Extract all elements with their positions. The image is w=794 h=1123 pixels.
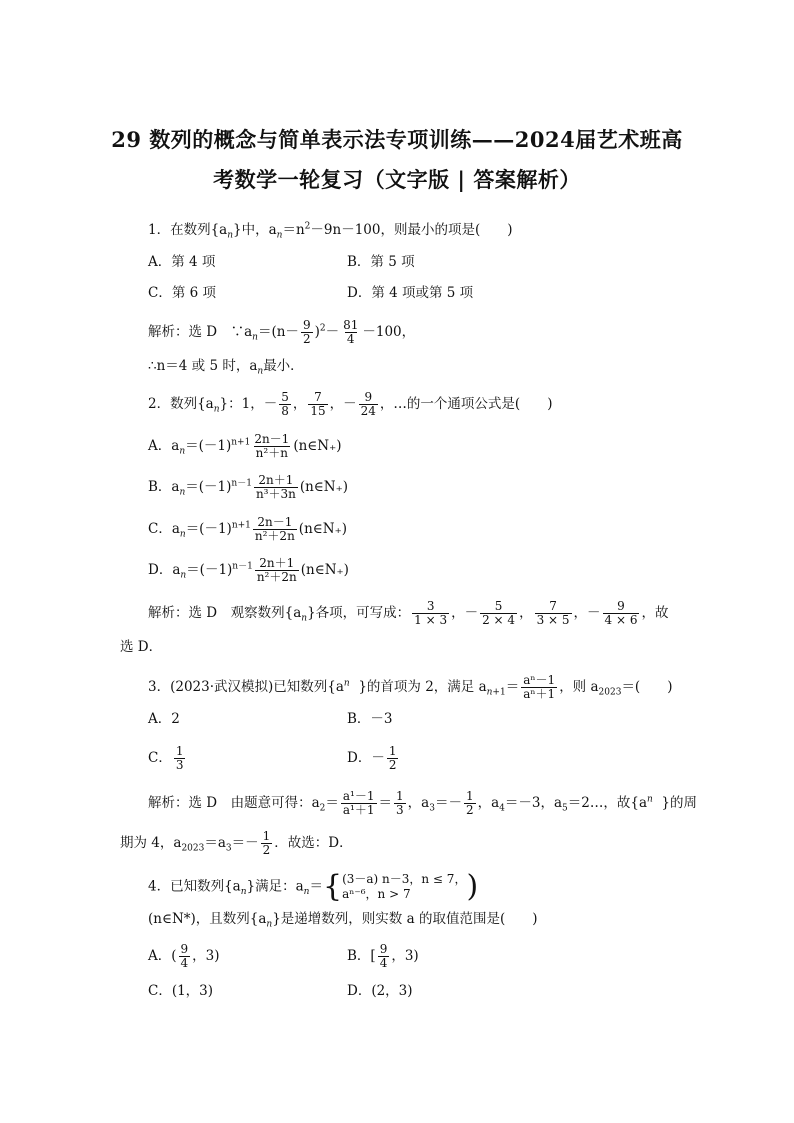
q2-option-c-fraction: $\frac{2n-1}{\text{n²＋2n}}$	[254, 515, 295, 543]
q3-analysis-text-3: ＝	[378, 795, 393, 811]
q3-conclusion-text-4: ．故选：D．	[274, 835, 353, 851]
q2-analysis-conclusion: 选 D．	[120, 639, 163, 655]
q3-analysis-text-4: ，a	[407, 795, 430, 811]
q2-option-b-domain: (n∈N₊)	[299, 479, 349, 495]
q2-option-d-eq: ＝(－1)	[186, 562, 233, 578]
q4-option-a[interactable]	[148, 943, 220, 970]
q2-analysis-fraction-3: $\frac{7}{3 \times 5}$	[536, 599, 570, 627]
q4-stem-text: 4．已知数列{a	[148, 878, 241, 895]
q3-analysis: 解析：选 D 由题意可得：$a_2=$ $\frac{\text{a¹－1}}{\text{a¹＋1}}$ ＝ $\frac{1}{3}$ ，$a_3=-$ $\frac{1}{2}$ ，$a_4=-3$，$a_5=2\dots$，故{$a^n$ }的周	[148, 789, 697, 817]
q2-analysis: 解析：选 D 观察数列$\{a_n\}$各项，可写成： $\frac{3}{1 \times 3}$ ，－ $\frac{5}{2 \times 4}$ ， $\frac{7}{3 \times 5}$ ，－ $\frac{9}{4 \times 6}$ ，故	[148, 599, 669, 627]
q3-conclusion-fraction: $\frac{1}{2}$	[262, 829, 271, 857]
q2-stem-text-3: ，…的一个通项公式是( )	[379, 396, 553, 412]
q2-analysis-fraction-2: $\frac{5}{2 \times 4}$	[482, 599, 516, 627]
q2-option-c-eq: ＝(－1)	[185, 521, 232, 537]
q1-option-a[interactable]: A．第 4 项	[148, 254, 216, 270]
q1-stem-text: 1．在数列{a	[148, 222, 228, 238]
q4-option-b[interactable]	[347, 943, 419, 970]
q3-option-d-label: D．－	[347, 750, 385, 766]
q2-option-a-eq: ＝(－1)	[185, 438, 232, 454]
q3-recurrence-fraction: $\frac{\text{aⁿ－1}}{\text{aⁿ＋1}}$	[523, 673, 556, 701]
q4-option-b-fraction: $\frac{9}{4}$	[379, 942, 388, 970]
q2-option-c-power: n+1	[231, 520, 251, 531]
q4-piece-1: (3－a) n－3，n ≤ 7，	[342, 872, 467, 886]
q1-analysis: 解析：选 D $\because a_n=(n-$ $\frac{9}{2}$ )$^2$－ $\frac{81}{4}$ －100，	[148, 318, 416, 346]
q3-analysis-text: 解析：选 D 由题意可得：a	[148, 795, 320, 811]
q3-conclusion-text-3: ＝－	[231, 835, 259, 851]
q3-stem-text-5: ＝( )	[621, 679, 673, 695]
q2-option-a-domain: (n∈N₊)	[293, 438, 342, 454]
q2-option-a-label: A．a	[148, 438, 180, 454]
left-brace-icon: {	[322, 869, 343, 904]
q4-option-a-fraction: $\frac{9}{4}$	[180, 942, 189, 970]
q2-option-d-fraction: $\frac{2n+1}{\text{n²＋2n}}$	[256, 556, 297, 584]
q3-conclusion-text: 期为 4，a	[120, 835, 182, 851]
q2-term-fraction-2: $\frac{7}{15}$	[310, 390, 326, 418]
document-title-line-2: 考数学一轮复习（文字版 | 答案解析）	[213, 167, 581, 192]
q3-analysis-text-9: }的周	[661, 795, 697, 811]
q1-stem-text-2: }中，a	[233, 222, 277, 238]
q4-option-d[interactable]: D．(2，3)	[347, 983, 413, 999]
q2-option-a-fraction: $\frac{2n-1}{\text{n²＋n}}$	[254, 432, 290, 460]
q3-stem-text-3: ＝	[505, 679, 520, 695]
q4-option-a-label: A．(	[148, 948, 177, 964]
q3-option-c-label: C．	[148, 750, 172, 766]
q2-term-fraction-1: $\frac{5}{8}$	[281, 390, 289, 418]
q4-option-b-end: ，3)	[391, 948, 419, 964]
q3-option-c-fraction: $\frac{1}{3}$	[175, 744, 184, 772]
q1-fraction-9-2: $\frac{9}{2}$	[302, 318, 311, 346]
q1-analysis-text: 解析：选 D ∵a	[148, 324, 253, 340]
q1-analysis-text-2: ＝(n－	[257, 324, 299, 340]
q2-option-a-power: n+1	[231, 437, 251, 448]
q2-analysis-text-3: ，故	[641, 605, 669, 621]
q2-option-c-label: C．a	[148, 521, 180, 537]
q4-stem-line-2: (n∈N*)，且数列$\{a_n\}$是递增数列，则实数 a 的取值范围是( )	[148, 911, 538, 930]
q2-option-b-fraction: $\frac{2n+1}{\text{n³＋3n}}$	[255, 473, 296, 501]
q2-option-b-label: B．a	[148, 479, 180, 495]
q3-analysis-fraction-2: $\frac{1}{3}$	[396, 789, 404, 817]
q3-analysis-text-5: ＝－	[434, 795, 462, 811]
q3-analysis-text-8: ＝2…，故{a	[567, 795, 647, 811]
q2-option-c-domain: (n∈N₊)	[298, 521, 347, 537]
q1-stem-text-3: ＝n	[282, 222, 305, 238]
q2-term-fraction-3: $\frac{9}{24}$	[360, 390, 376, 418]
q2-option-d-domain: (n∈N₊)	[300, 562, 349, 578]
q2-analysis-fraction-4: $\frac{9}{4 \times 6}$	[604, 599, 638, 627]
q4-option-c[interactable]: C．(1，3)	[148, 983, 214, 999]
q4-line2-text: (n∈N*)，且数列{a	[148, 911, 267, 927]
q3-stem: 3．(2023·武汉模拟)已知数列{$a^n$ }的首项为 2，满足 $a_{n+1}=$ $\frac{\text{aⁿ－1}}{\text{aⁿ＋1}}$ ，则 $a_{2023}=$( )	[148, 673, 673, 701]
q2-option-d-label: D．a	[148, 562, 181, 578]
q4-piece-2: aⁿ⁻⁶，n > 7	[342, 887, 411, 901]
q3-stem-text-4: ，则 a	[559, 679, 599, 695]
q2-option-b-power: n－1	[231, 478, 252, 489]
q2-option-a[interactable]: A．$a_n=(-1)^{n+1}$ $\frac{2n-1}{\text{n²＋n}}$ (n∈N₊)	[148, 432, 342, 460]
q3-analysis-fraction-1: $\frac{\text{a¹－1}}{\text{a¹＋1}}$	[342, 789, 375, 817]
q4-stem-text-3: ＝	[309, 878, 323, 895]
q4-line2-text-2: }是递增数列，则实数 a 的取值范围是( )	[272, 911, 538, 927]
q3-option-c[interactable]	[148, 745, 187, 772]
q3-analysis-fraction-3: $\frac{1}{2}$	[465, 789, 474, 817]
q1-fraction-81-4: $\frac{81}{4}$	[343, 318, 359, 346]
q4-option-b-label: B．[	[347, 948, 376, 964]
q3-stem-text-2: }的首项为 2，满足 a	[358, 679, 487, 695]
q1-option-c[interactable]: C．第 6 项	[148, 285, 217, 301]
q2-option-d-power: n－1	[232, 561, 253, 572]
q1-analysis-text-3: )	[314, 324, 320, 340]
q2-stem: 2．数列$\{a_n\}$：1，－ $\frac{5}{8}$ ， $\frac{7}{15}$ ，－ $\frac{9}{24}$ ，…的一个通项公式是( )	[148, 390, 553, 418]
q2-analysis-text: 解析：选 D 观察数列{a	[148, 605, 302, 621]
q2-stem-text: 2．数列{a	[148, 396, 214, 412]
q1-option-d[interactable]: D．第 4 项或第 5 项	[347, 285, 474, 301]
document-title-line-1: 29 数列的概念与简单表示法专项训练——2024届艺术班高	[111, 127, 683, 152]
q1-analysis-text-5: －100，	[362, 324, 416, 340]
q3-option-d-fraction: $\frac{1}{2}$	[388, 744, 397, 772]
q2-option-d[interactable]: D．$a_n=(-1)^{n-1}$ $\frac{2n+1}{\text{n²＋2n}}$ (n∈N₊)	[148, 556, 349, 584]
q3-analysis-text-6: ，a	[477, 795, 500, 811]
q2-option-b[interactable]: B．$a_n=(-1)^{n-1}$ $\frac{2n+1}{\text{n³＋3n}}$ (n∈N₊)	[148, 473, 349, 501]
q4-option-a-end: ，3)	[192, 948, 220, 964]
right-paren-icon: )	[466, 869, 479, 904]
q1-stem-text-4: －9n－100，则最小的项是( )	[310, 222, 513, 238]
q2-stem-text-2: }：1，－	[219, 396, 278, 412]
q3-option-b[interactable]: B．－3	[347, 711, 393, 727]
q3-analysis-conclusion: 期为 4，$a_{2023}=a_3=-$ $\frac{1}{2}$ ．故选：D．	[120, 829, 353, 857]
q3-analysis-text-7: ＝－3，a	[504, 795, 563, 811]
q1-conclusion-text-2: 最小．	[263, 358, 304, 374]
q2-analysis-fraction-1: $\frac{3}{1 \times 3}$	[414, 599, 448, 627]
q3-stem-text: 3．(2023·武汉模拟)已知数列{a	[148, 679, 344, 695]
q1-conclusion-text: ∴n＝4 或 5 时，a	[148, 358, 258, 374]
q3-conclusion-text-2: ＝a	[204, 835, 226, 851]
q3-option-a[interactable]: A．2	[148, 711, 180, 727]
q1-stem: 1．在数列$\{a_n\}$中，$a_n=n^2-9n-100$，则最小的项是( )	[148, 221, 513, 241]
q4-piecewise	[342, 872, 466, 902]
q1-option-b[interactable]: B．第 5 项	[347, 254, 415, 270]
q4-stem: 4．已知数列$\{a_n\}$满足：$a_n=${ (3－a) n－3，n ≤ 7， aⁿ⁻⁶，n > 7 )	[148, 869, 479, 904]
q2-analysis-text-2: }各项，可写成：	[307, 605, 411, 621]
q2-option-b-eq: ＝(－1)	[185, 479, 232, 495]
q1-analysis-text-4: －	[325, 324, 340, 340]
q4-stem-text-2: }满足：a	[246, 878, 304, 895]
q3-analysis-text-2: ＝	[325, 795, 339, 811]
q3-option-d[interactable]	[347, 745, 400, 772]
q1-analysis-conclusion: ∴n＝4 或 5 时，$a_n$最小．	[148, 358, 304, 377]
q2-option-c[interactable]: C．$a_n=(-1)^{n+1}$ $\frac{2n-1}{\text{n²＋2n}}$ (n∈N₊)	[148, 515, 347, 543]
